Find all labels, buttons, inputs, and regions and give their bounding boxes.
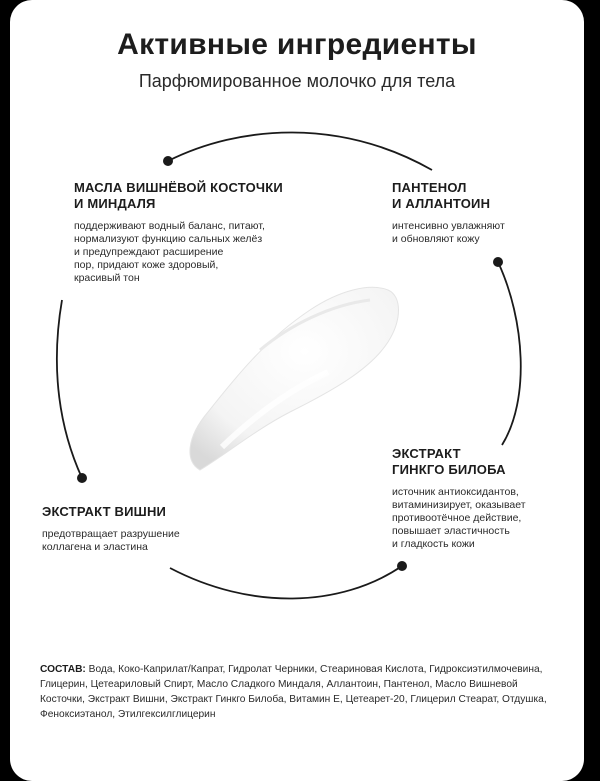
- composition-text: Вода, Коко-Каприлат/Капрат, Гидролат Черники, Стеариновая Кислота, Гидроксиэтилмочевина, Глицерин, Цетеариловый Спирт, Масло Сладкого Миндаля, Аллантоин, Пантенол, Масло Вишневой Косточки, Экстракт Вишни, Экстракт Гинкго Билоба, Витамин Е, Цетеарет-20, Глицерил Стеарат, Отдушка, Феноксиэтанол, Этилгексилглицерин: [40, 664, 547, 720]
- arc-bottom: [170, 566, 402, 599]
- ingredient-description: предотвращает разрушение коллагена и эластина: [42, 528, 180, 553]
- ingredient-description: источник антиоксидантов, витаминизирует, оказывает противоотёчное действие, повышает эластичность и гладкость кожи: [392, 486, 526, 550]
- composition-section: [40, 662, 565, 722]
- ingredient-description: интенсивно увлажняют и обновляют кожу: [392, 220, 505, 245]
- marker-dot: [493, 257, 503, 267]
- ingredient-name: МАСЛА ВИШНЁВОЙ КОСТОЧКИ И МИНДАЛЯ: [74, 180, 283, 211]
- ingredient-description: поддерживают водный баланс, питают, нормализуют функцию сальных желёз и предупреждают расширение пор, придают коже здоровый, красивый тон: [74, 220, 265, 284]
- ingredient-cherry-extract: [42, 504, 272, 554]
- ingredient-cherry-almond-oils: [74, 180, 334, 285]
- page-title: Активные ингредиенты: [117, 28, 477, 61]
- ingredient-panthenol-allantoin: [392, 180, 572, 246]
- ingredient-ginkgo-biloba: [392, 446, 577, 551]
- arc-left: [57, 300, 82, 478]
- composition-label: СОСТАВ:: [40, 664, 86, 675]
- arc-right: [498, 262, 521, 445]
- ingredient-name: ЭКСТРАКТ ГИНКГО БИЛОБА: [392, 446, 506, 477]
- marker-dot: [77, 473, 87, 483]
- product-card: [10, 0, 584, 781]
- arc-top: [168, 132, 432, 170]
- cream-swatch-image: [190, 287, 399, 470]
- marker-dot: [397, 561, 407, 571]
- ingredient-name: ЭКСТРАКТ ВИШНИ: [42, 504, 167, 519]
- marker-dot: [163, 156, 173, 166]
- ingredient-name: ПАНТЕНОЛ И АЛЛАНТОИН: [392, 180, 491, 211]
- page-subtitle: Парфюмированное молочко для тела: [138, 71, 456, 91]
